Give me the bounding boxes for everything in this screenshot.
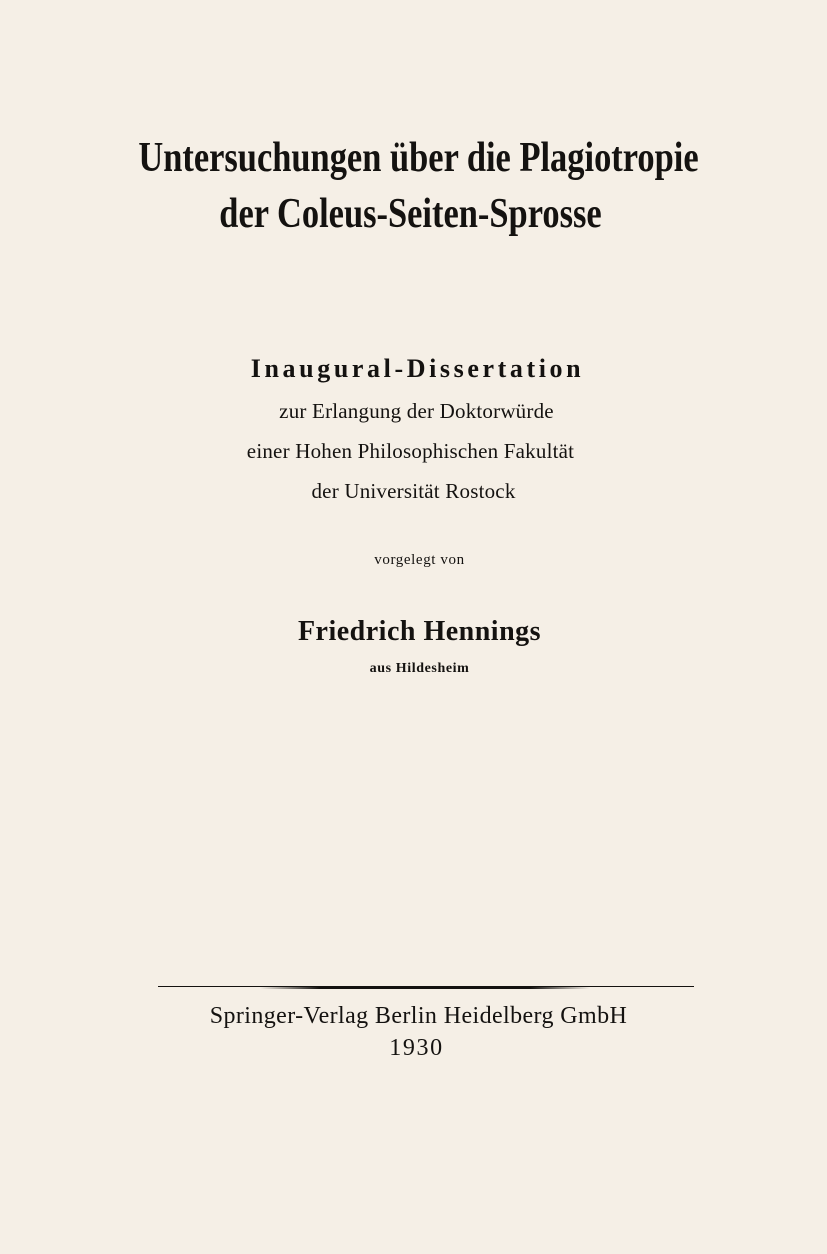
dissertation-subtitle: Inaugural-Dissertation — [250, 354, 585, 383]
author-name: Friedrich Hennings — [297, 616, 542, 647]
publisher-divider-thick — [260, 986, 590, 989]
title-line-2: der Coleus-Seiten-Sprosse — [219, 191, 602, 237]
purpose-line-2: einer Hohen Philosophischen Fakultät — [246, 439, 575, 463]
publisher-name: Springer-Verlag Berlin Heidelberg GmbH — [209, 1003, 628, 1029]
presented-by-label: vorgelegt von — [374, 552, 465, 568]
purpose-line-1: zur Erlangung der Doktorwürde — [279, 399, 554, 423]
title-line-1: Untersuchungen über die Plagiotropie — [138, 135, 699, 181]
author-origin: aus Hildesheim — [369, 661, 470, 676]
purpose-line-3: der Universität Rostock — [311, 479, 516, 503]
publication-year: 1930 — [389, 1035, 444, 1061]
